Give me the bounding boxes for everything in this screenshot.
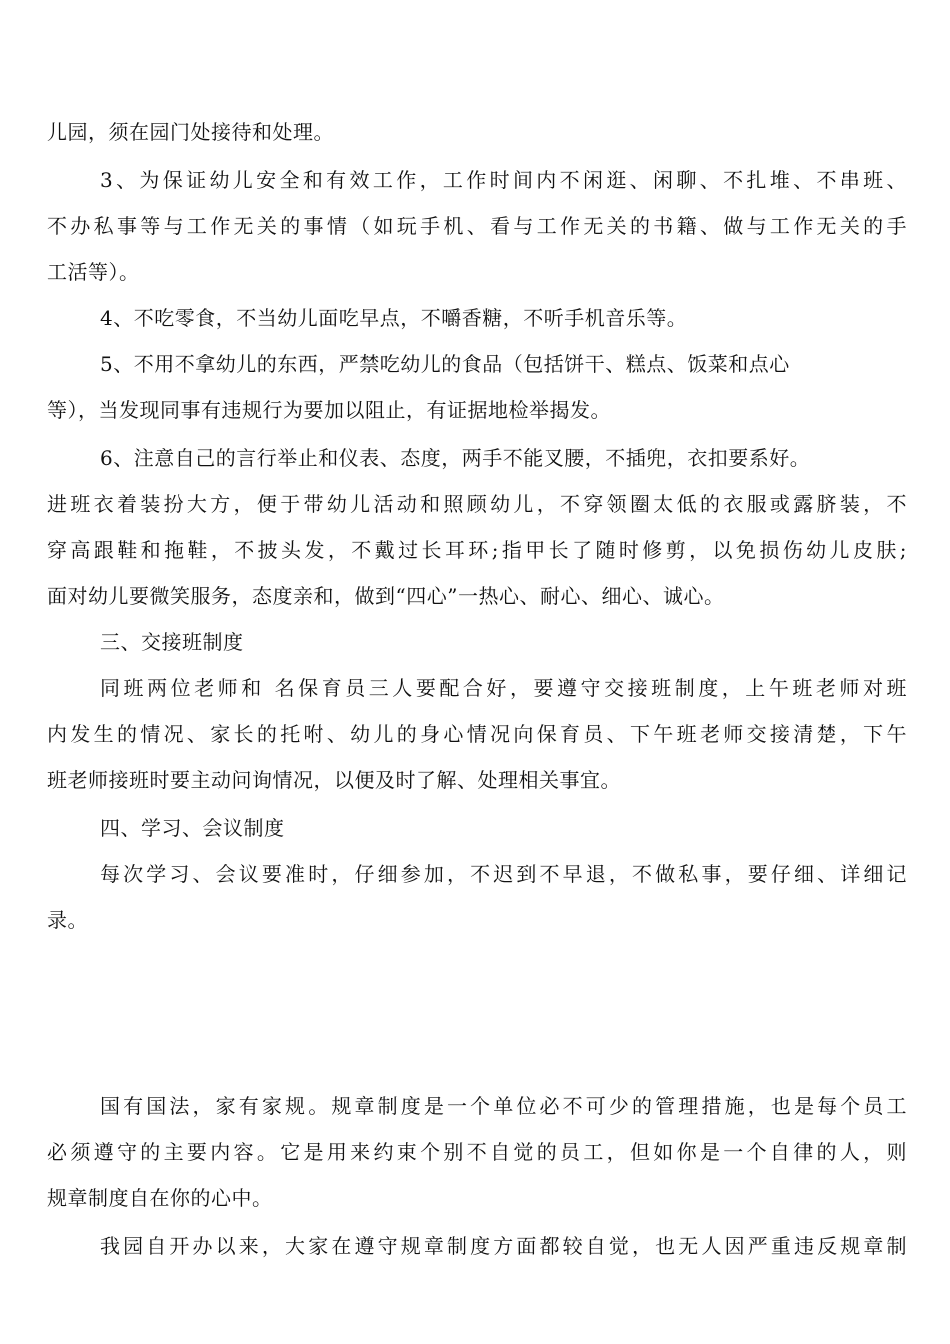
text-line: 我园自开办以来，大家在遵守规章制度方面都较自觉，也无人因严重违反规章制 (100, 1234, 907, 1258)
text-line: 规章制度自在你的心中。 (47, 1186, 273, 1210)
text-line: 3、为保证幼儿安全和有效工作，工作时间内不闲逛、闲聊、不扎堆、不串班、 (100, 168, 907, 192)
text-line: 6、注意自己的言行举止和仪表、态度，两手不能叉腰，不插兜，衣扣要系好。 (100, 446, 811, 470)
text-line: 4、不吃零食，不当幼儿面吃早点，不嚼香糖，不听手机音乐等。 (100, 306, 688, 330)
text-line: 穿高跟鞋和拖鞋，不披头发，不戴过长耳环;指甲长了随时修剪，以免损伤幼儿皮肤; (47, 538, 907, 562)
text-line: 每次学习、会议要准时，仔细参加，不迟到不早退，不做私事，要仔细、详细记 (100, 862, 907, 886)
text-line: 等），当发现同事有违规行为要加以阻止，有证据地检举揭发。 (47, 398, 611, 422)
text-line: 进班衣着装扮大方，便于带幼儿活动和照顾幼儿，不穿领圈太低的衣服或露脐装，不 (47, 492, 907, 516)
text-line: 不办私事等与工作无关的事情（如玩手机、看与工作无关的书籍、做与工作无关的手 (47, 214, 907, 238)
text-line: 必须遵守的主要内容。它是用来约束个别不自觉的员工，但如你是一个自律的人，则 (47, 1140, 907, 1164)
text-line: 录。 (47, 908, 88, 932)
text-line: 5、不用不拿幼儿的东西，严禁吃幼儿的食品（包括饼干、糕点、饭菜和点心 (100, 352, 790, 376)
text-line: 国有国法，家有家规。规章制度是一个单位必不可少的管理措施，也是每个员工 (100, 1094, 907, 1118)
text-line: 同班两位老师和 名保育员三人要配合好，要遵守交接班制度，上午班老师对班 (100, 676, 907, 700)
text-line: 面对幼儿要微笑服务，态度亲和，做到“四心”一热心、耐心、细心、诚心。 (47, 584, 725, 608)
text-line: 班老师接班时要主动问询情况，以便及时了解、处理相关事宜。 (47, 768, 621, 792)
section-heading: 四、学习、会议制度 (100, 816, 285, 840)
text-line: 儿园，须在园门处接待和处理。 (47, 120, 334, 144)
section-heading: 三、交接班制度 (100, 630, 244, 654)
text-line: 内发生的情况、家长的托咐、幼儿的身心情况向保育员、下午班老师交接清楚，下午 (47, 722, 907, 746)
text-line: 工活等）。 (47, 260, 140, 284)
